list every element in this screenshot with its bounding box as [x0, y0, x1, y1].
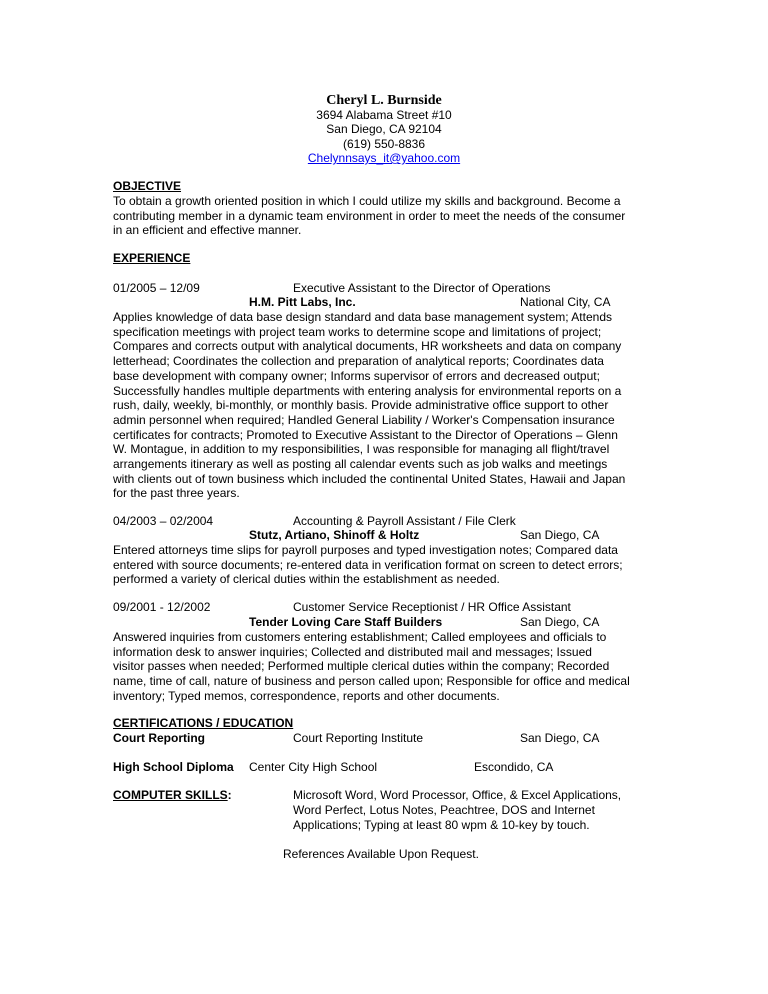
skills-line: Applications; Typing at least 80 wpm & 10-key by touch.: [293, 818, 590, 832]
job-description-line: Answered inquiries from customers entering establishment; Called employees and officials to: [113, 630, 607, 644]
job-description-line: performed a variety of clerical duties within the establishment as needed.: [113, 572, 500, 587]
job-description-line: name, time of call, nature of business and person called upon; Responsible for office and medical: [113, 674, 630, 689]
job-description-line: specification meetings with project team works to determine scope and limitations of project;: [113, 324, 602, 339]
job-description-line: Compares and corrects output with analytical documents, HR worksheets and data on company: [113, 339, 622, 354]
address-line-2: San Diego, CA 92104: [326, 122, 442, 136]
job-description-line: W. Montague, in addition to my responsibilities, I was responsible for managing all flight/travel: [113, 442, 610, 457]
job-location: National City, CA: [520, 295, 611, 309]
job-description-line: certificates for contracts; Promoted to Executive Assistant to the Director of Operations – Glenn: [113, 427, 618, 442]
job-location: San Diego, CA: [520, 528, 600, 542]
job-description-line: with clients out of town business which included the continental United States, Hawaii and Japan: [113, 471, 626, 486]
job-company: Stutz, Artiano, Shinoff & Holtz: [249, 528, 420, 542]
job-title: Executive Assistant to the Director of Operations: [293, 281, 551, 295]
job-description-line: inventory; Typed memos, correspondence, reports and other documents.: [113, 688, 500, 703]
job-dates: 04/2003 – 02/2004: [113, 514, 214, 528]
certification-name: High School Diploma: [113, 760, 234, 774]
certifications-heading: CERTIFICATIONS / EDUCATION: [113, 716, 294, 730]
job-description-line: letterhead; Coordinates the collection and preparation of analytical reports; Coordinates data: [113, 354, 604, 369]
certification-name: Court Reporting: [113, 731, 205, 745]
objective-text: [113, 194, 658, 238]
job-location: San Diego, CA: [520, 615, 600, 629]
certification-location: Escondido, CA: [474, 760, 554, 774]
job-dates: 01/2005 – 12/09: [113, 281, 200, 295]
skills-heading-row: [113, 788, 232, 803]
certification-school: Court Reporting Institute: [293, 731, 424, 745]
job-description-line: admin personnel when required; Handled General Liability / Worker's Compensation insurance: [113, 412, 615, 427]
phone-number: (619) 550-8836: [342, 137, 426, 151]
objective-line: in an efficient and effective manner.: [113, 223, 302, 238]
job-description-line: entered with source documents; re-entered data in verification format on screen to detect errors;: [113, 557, 623, 572]
job-title: Accounting & Payroll Assistant / File Clerk: [293, 514, 516, 528]
job-description-line: rush, daily, weekly, bi-monthly, or monthly basis. Provide administrative office support to other: [113, 398, 609, 413]
job-description-line: Applies knowledge of data base design standard and data base management system; Attends: [113, 310, 612, 324]
skills-line: Word Perfect, Lotus Notes, Peachtree, DOS and Internet: [293, 803, 595, 817]
job-title: Customer Service Receptionist / HR Office Assistant: [293, 600, 571, 614]
address-line-1: 3694 Alabama Street #10: [316, 108, 452, 122]
job-description-line: base development with company owner; Informs supervisor of errors and decreased output;: [113, 368, 600, 383]
email-row: [0, 151, 768, 166]
job-description-line: information desk to answer inquiries; Collected and distributed mail and messages; Issued: [113, 644, 592, 659]
job-description-line: Entered attorneys time slips for payroll purposes and typed investigation notes; Compared data: [113, 543, 618, 557]
job-company: Tender Loving Care Staff Builders: [249, 615, 443, 629]
certification-school: Center City High School: [249, 760, 378, 774]
skills-list: [293, 788, 621, 833]
certification-location: San Diego, CA: [520, 731, 600, 745]
job-description-line: Successfully handles multiple departments with entering analysis for environmental reports on a: [113, 383, 622, 398]
objective-line: contributing member in a dynamic team environment in order to meet the needs of the consumer: [113, 208, 626, 223]
objective-line: To obtain a growth oriented position in which I could utilize my skills and background. Become a: [113, 194, 621, 208]
job-dates: 09/2001 - 12/2002: [113, 600, 211, 614]
job-description: [113, 630, 658, 704]
job-company: H.M. Pitt Labs, Inc.: [249, 295, 356, 309]
email-link[interactable]: Chelynnsays_it@yahoo.com: [307, 151, 461, 165]
experience-heading: EXPERIENCE: [113, 251, 191, 265]
skills-line: Microsoft Word, Word Processor, Office, & Excel Applications,: [293, 788, 622, 802]
job-description-line: for the past three years.: [113, 486, 240, 501]
job-description: [113, 543, 658, 587]
skills-heading: COMPUTER SKILLS: [113, 788, 228, 802]
job-description-line: arrangements itinerary as well as posting all calendar events such as job walks and meetings: [113, 457, 608, 472]
objective-heading: OBJECTIVE: [113, 179, 182, 193]
job-description-line: visitor passes when needed; Performed multiple clerical duties within the company; Recorded: [113, 659, 610, 674]
job-description: [113, 310, 658, 501]
candidate-name: Cheryl L. Burnside: [326, 93, 442, 108]
references-note: References Available Upon Request.: [283, 847, 479, 861]
skills-heading-colon: :: [227, 788, 232, 802]
